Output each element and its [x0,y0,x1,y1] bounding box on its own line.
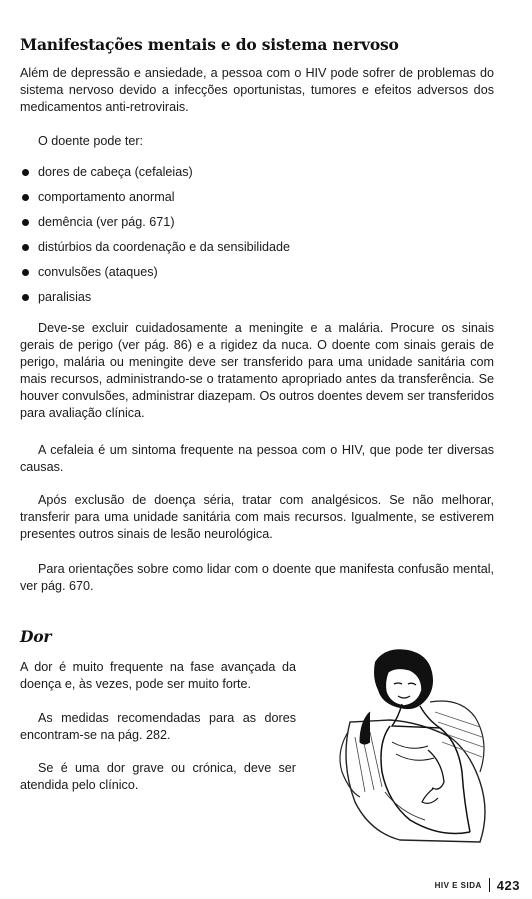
intro-paragraph: Além de depressão e ansiedade, a pessoa com o HIV pode sofrer de problemas do sistema nervoso devido a infecções oportunistas, tumores e efeitos adversos dos medicamentos anti-retrovirais. [20,66,494,114]
section-title-mental: Manifestações mentais e do sistema nervoso [20,35,399,54]
pain-paragraph-3: Se é uma dor grave ou crónica, deve ser atendida pelo clínico. [20,761,296,792]
woman-in-pain-illustration [330,642,495,847]
pain-paragraph-1: A dor é muito frequente na fase avançada da doença e, às vezes, pode ser muito forte. [20,660,296,691]
symptom-list [20,164,290,314]
list-item: paralisias [20,289,290,314]
bullet-icon [22,244,29,251]
paragraph-analgesics: Após exclusão de doença séria, tratar com analgésicos. Se não melhorar, transferir para uma unidade sanitária com mais recursos. Igualmente, se estiverem presentes outros sinais de lesão neurológica. [20,493,494,541]
bullet-icon [22,269,29,276]
list-item: comportamento anormal [20,189,290,214]
footer-divider [489,878,490,892]
bullet-icon [22,219,29,226]
list-item: convulsões (ataques) [20,264,290,289]
footer-label: HIV E SIDA [434,880,482,890]
list-item: dores de cabeça (cefaleias) [20,164,290,189]
paragraph-meningitis: Deve-se excluir cuidadosamente a meningite e a malária. Procure os sinais gerais de perigo (ver pág. 86) e a rigidez da nuca. O doente com sinais gerais de perigo, malária ou meningite deve ser transferido para uma unidade sanitária com mais recursos, administrando-se o tratamento apropriado antes da transferência. Se houver convulsões, administrar diazepam. Os outros doentes devem ser transferidos para avaliação clínica. [20,321,494,420]
paragraph-confusion: Para orientações sobre como lidar com o doente que manifesta confusão mental, ver pág. 670. [20,562,494,593]
list-item: demência (ver pág. 671) [20,214,290,239]
bullet-icon [22,194,29,201]
paragraph-headache: A cefaleia é um sintoma frequente na pessoa com o HIV, que pode ter diversas causas. [20,443,494,474]
bullet-icon [22,294,29,301]
page-number: 423 [496,877,520,893]
section-title-pain: Dor [20,627,52,646]
list-item: distúrbios da coordenação e da sensibilidade [20,239,290,264]
lead-text: O doente pode ter: [38,134,144,148]
bullet-icon [22,169,29,176]
page-footer [435,875,520,895]
pain-paragraph-2: As medidas recomendadas para as dores encontram-se na pág. 282. [20,711,296,742]
